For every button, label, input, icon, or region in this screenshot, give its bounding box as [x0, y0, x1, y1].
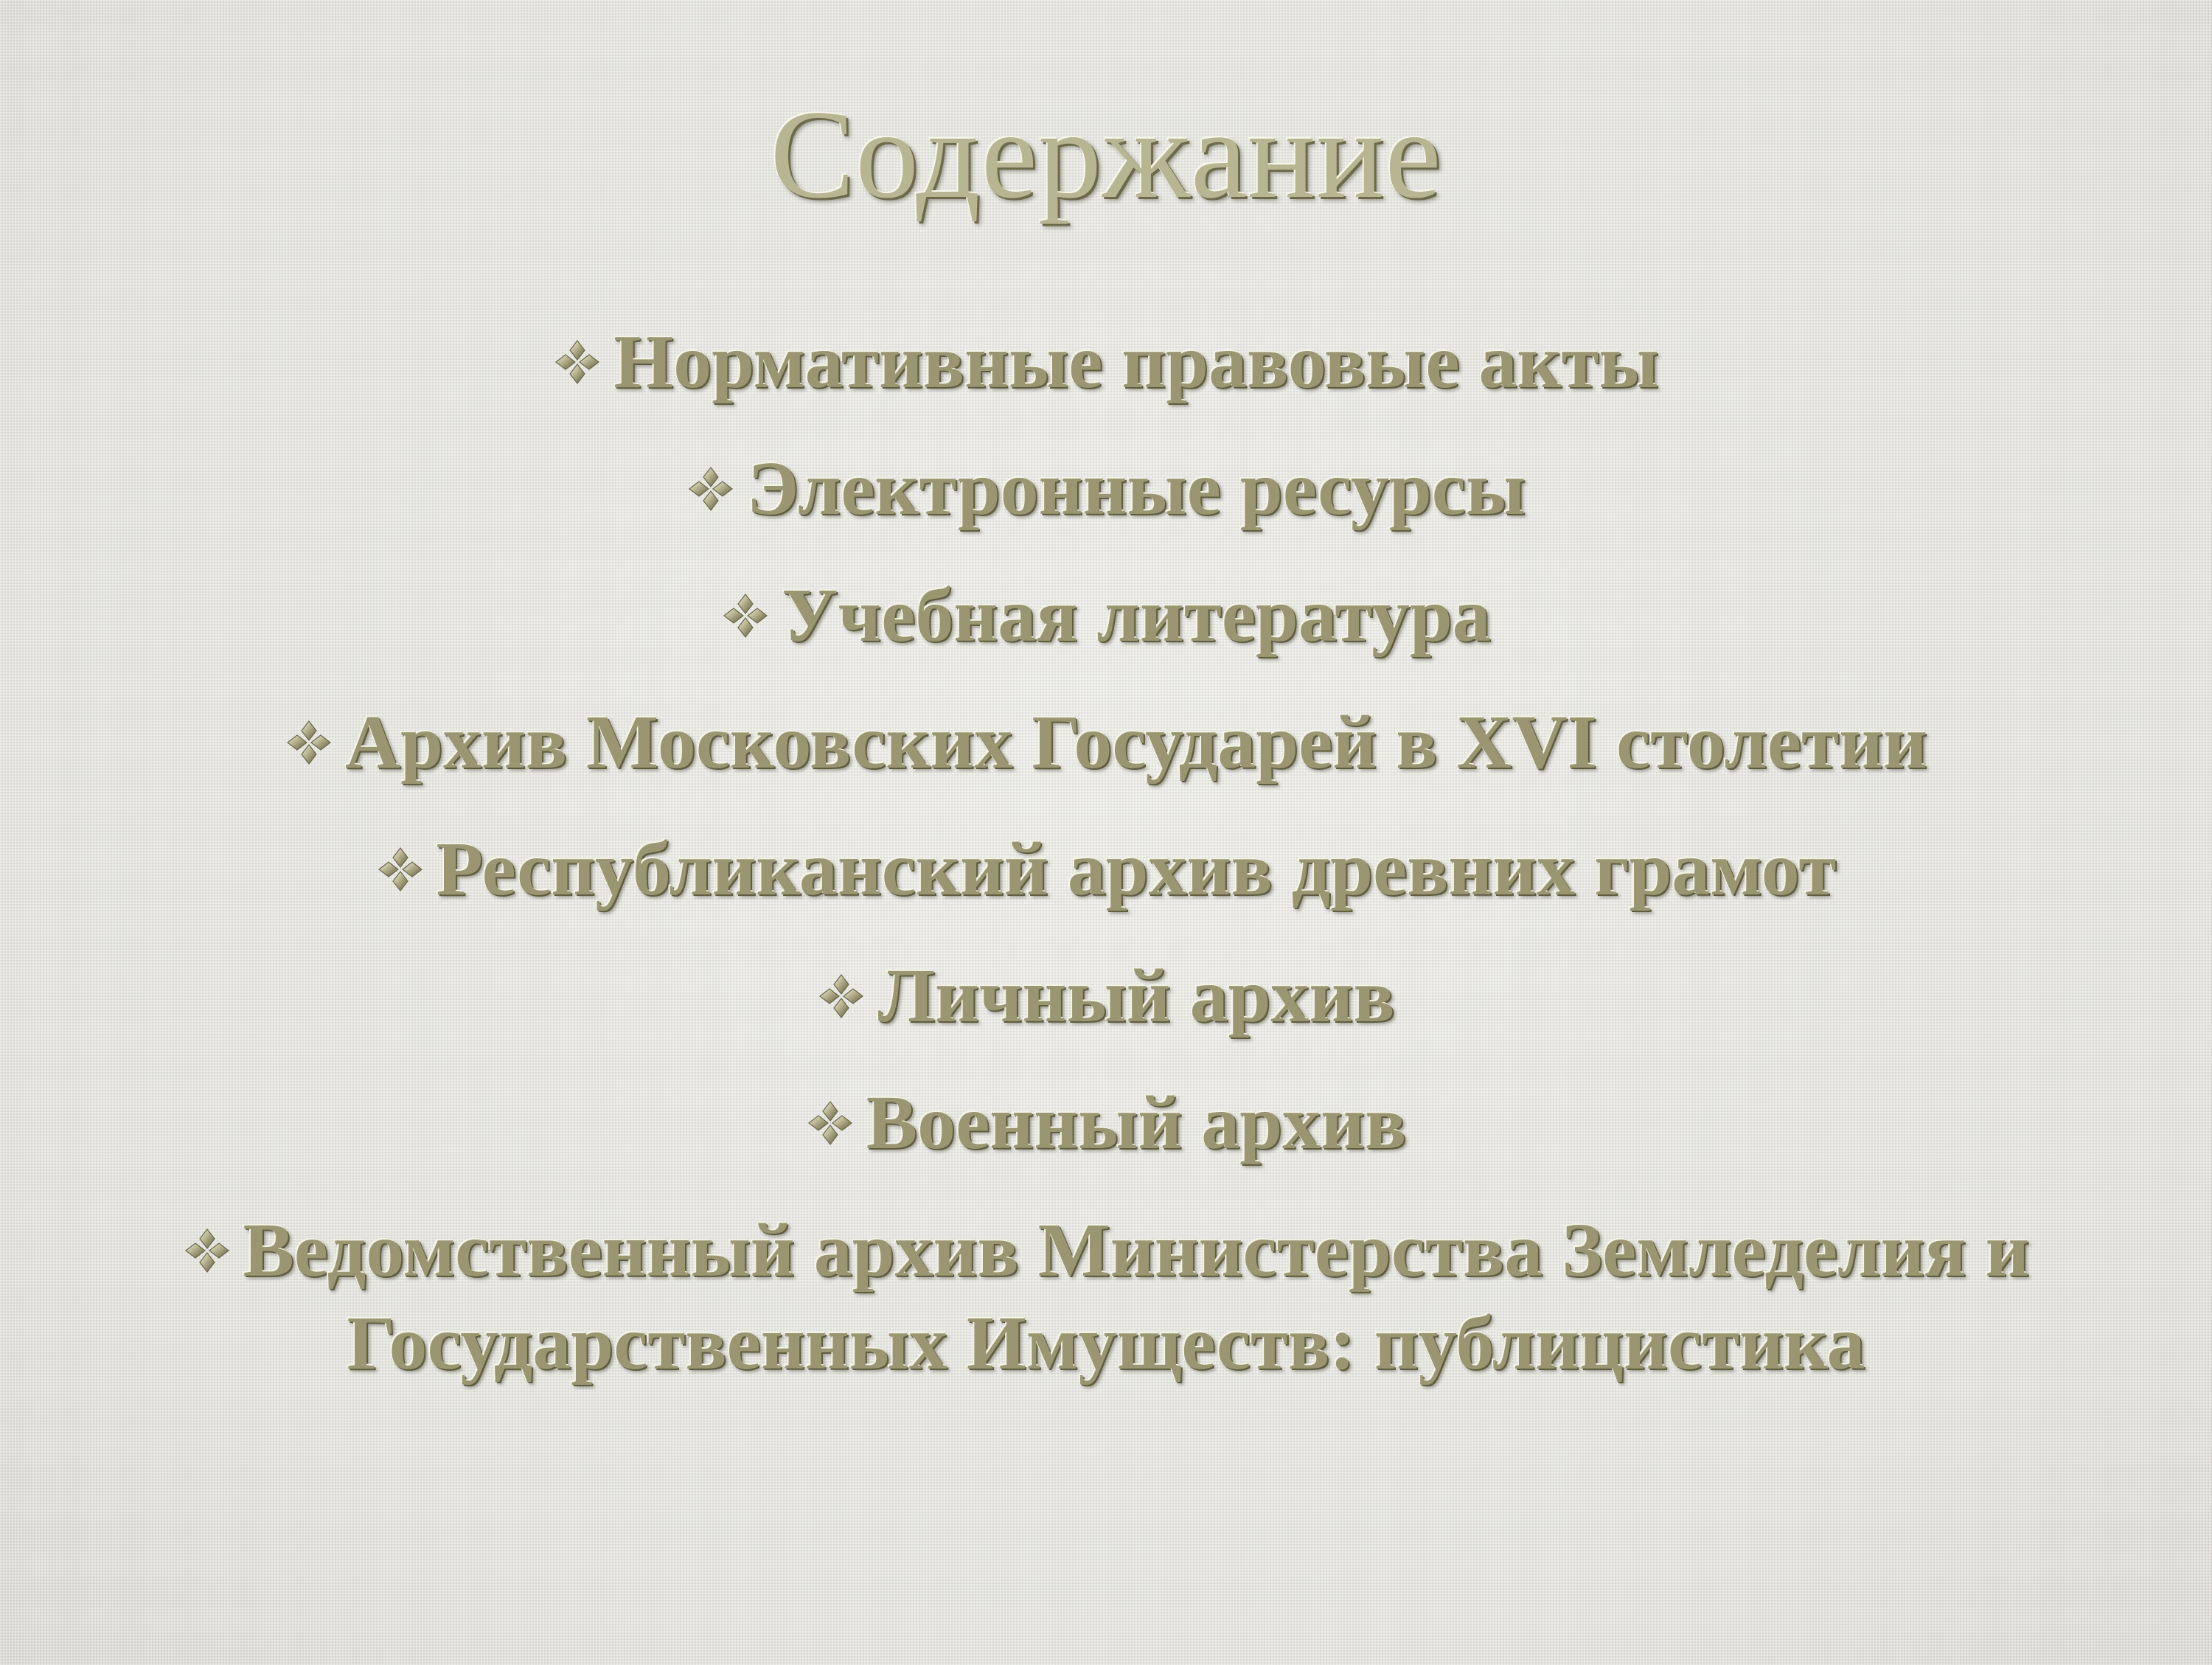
diamond-bullet-icon	[817, 972, 866, 1021]
list-item[interactable]	[0, 299, 2212, 425]
list-item[interactable]	[0, 679, 2212, 806]
list-item[interactable]	[0, 425, 2212, 552]
list-item[interactable]	[0, 933, 2212, 1060]
diamond-bullet-icon	[376, 845, 425, 894]
list-item-label: Электронные ресурсы	[746, 446, 1526, 531]
list-item[interactable]	[0, 806, 2212, 933]
list-item[interactable]	[0, 1060, 2212, 1186]
list-item-label: Учебная литература	[782, 573, 1491, 658]
list-item[interactable]	[0, 552, 2212, 679]
list-item-label: Ведомственный архив Министерства Земледелия и Государственных Имуществ: публицистика	[243, 1208, 2030, 1386]
diamond-bullet-icon	[285, 718, 333, 767]
list-item-label: Республиканский архив древних грамот	[436, 827, 1837, 911]
list-item-label: Военный архив	[866, 1080, 1407, 1165]
list-item-label: Личный архив	[877, 953, 1395, 1038]
diamond-bullet-icon	[183, 1226, 232, 1275]
list-item[interactable]	[125, 1186, 2087, 1390]
contents-list	[0, 299, 2212, 1390]
diamond-bullet-icon	[806, 1099, 855, 1147]
list-item-label: Архив Московских Государей в XVI столетии	[345, 700, 1927, 785]
slide-title: Содержание	[770, 85, 1442, 225]
diamond-bullet-icon	[721, 591, 770, 640]
list-item-label: Нормативные правовые акты	[613, 319, 1659, 404]
diamond-bullet-icon	[686, 465, 735, 513]
diamond-bullet-icon	[553, 338, 602, 386]
